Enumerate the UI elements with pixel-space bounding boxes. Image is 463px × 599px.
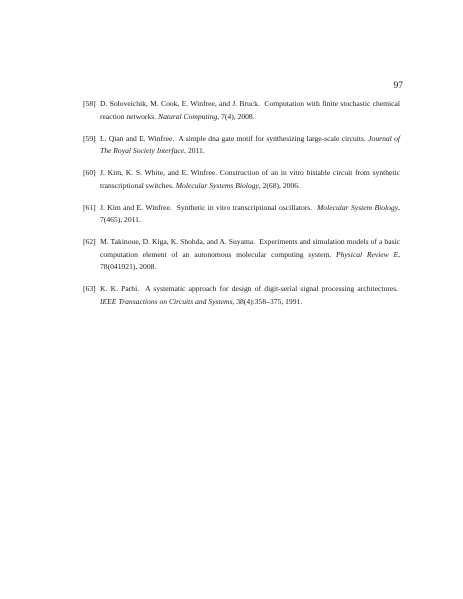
reference-title: Experiments and simulation models of a basic computation element of an autonomous molecular computing system. bbox=[100, 237, 401, 259]
page-number: 97 bbox=[393, 81, 403, 91]
reference-label: [60] bbox=[83, 168, 96, 177]
reference-body bbox=[100, 203, 400, 225]
reference-label: [59] bbox=[83, 133, 96, 143]
reference-details: , 7(4), 2008. bbox=[217, 111, 255, 121]
reference-venue: Molecular Systems Biology bbox=[175, 180, 259, 190]
reference-authors: D. Soloveichik, M. Cook, E. Winfree, and J. Bruck. bbox=[100, 99, 260, 108]
reference-body bbox=[100, 99, 400, 121]
reference-title: Construction of an in vitro bistable circuit from synthetic transcriptional switches. bbox=[100, 168, 400, 190]
reference-item bbox=[83, 283, 400, 308]
reference-authors: K. K. Parhi. bbox=[100, 284, 140, 293]
reference-body bbox=[100, 284, 400, 306]
reference-title: Synthetic in vitro transcriptional oscillators. bbox=[176, 202, 313, 212]
reference-details: , 7(465), 2011. bbox=[100, 202, 401, 224]
reference-title: A simple dna gate motif for synthesizing large-scale circuits. bbox=[178, 133, 366, 143]
reference-authors: J. Kim and E. Winfree. bbox=[100, 202, 172, 212]
reference-venue: Natural Computing bbox=[158, 111, 218, 121]
reference-authors: L. Qian and E. Winfree. bbox=[100, 133, 175, 143]
reference-list bbox=[83, 98, 401, 318]
reference-venue: IEEE Transactions on Circuits and Systems bbox=[100, 296, 233, 306]
reference-details: , 2(68), 2006. bbox=[258, 180, 300, 190]
reference-item bbox=[83, 167, 400, 192]
reference-body bbox=[100, 237, 400, 271]
reference-details: , 38(4):358–375, 1991. bbox=[232, 296, 303, 306]
reference-title: A systematic approach for design of digit-serial signal processing architectures. bbox=[145, 284, 399, 293]
reference-venue: Molecular System Biology bbox=[316, 202, 399, 212]
reference-venue: Physical Review E bbox=[335, 249, 399, 259]
reference-label: [61] bbox=[83, 202, 96, 212]
reference-authors: M. Takinoue, D. Kiga, K. Shohda, and A. Suyama. bbox=[100, 237, 256, 246]
reference-body bbox=[100, 168, 400, 190]
reference-title: Computation with finite stochastic chemical reaction networks. bbox=[100, 99, 400, 121]
reference-item bbox=[83, 202, 401, 227]
reference-venue: Journal of The Royal Society Interface bbox=[100, 133, 400, 155]
reference-authors: J. Kim, K. S. White, and E. Winfree. bbox=[100, 168, 218, 177]
reference-body bbox=[100, 134, 400, 156]
reference-item bbox=[83, 133, 400, 158]
reference-details: , 2011. bbox=[184, 146, 205, 155]
reference-item bbox=[83, 236, 401, 274]
reference-label: [58] bbox=[83, 99, 96, 108]
reference-label: [63] bbox=[83, 284, 96, 293]
reference-item bbox=[83, 98, 400, 123]
reference-label: [62] bbox=[83, 237, 96, 246]
reference-details: , 78(041921), 2008. bbox=[100, 249, 400, 271]
